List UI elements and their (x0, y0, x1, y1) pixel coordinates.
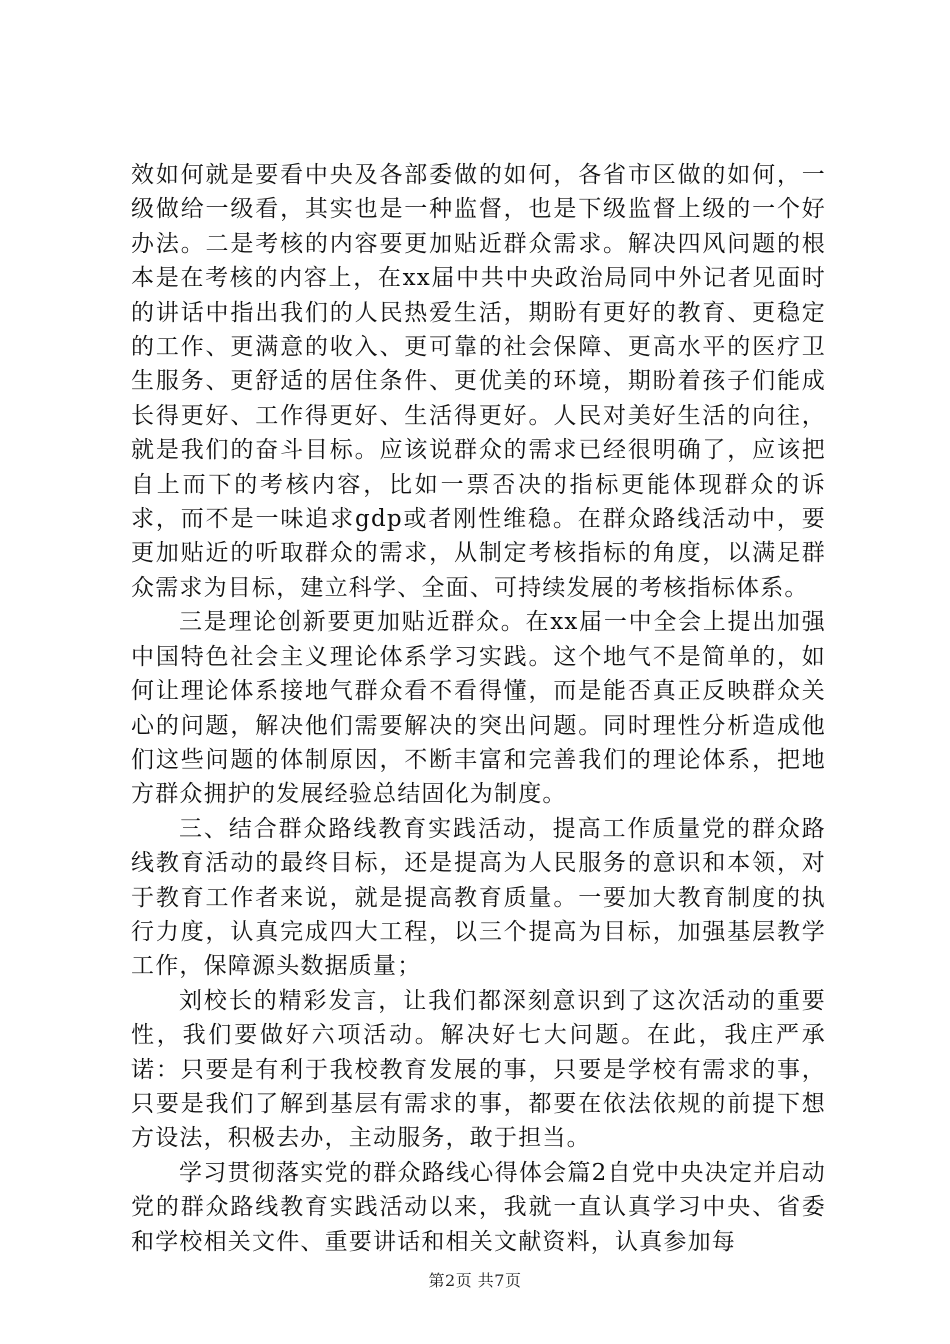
paragraph-3: 三、结合群众路线教育实践活动，提高工作质量党的群众路线教育活动的最终目标，还是提高为人民服务的意识和本领，对于教育工作者来说，就是提高教育质量。一要加大教育制度的执行力度，认真完成四大工程，以三个提高为目标，加强基层教学工作，保障源头数据质量； (131, 815, 826, 980)
document-body (131, 158, 826, 1259)
paragraph-4: 刘校长的精彩发言，让我们都深刻意识到了这次活动的重要性，我们要做好六项活动。解决好七大问题。在此，我庄严承诺：只要是有利于我校教育发展的事，只要是学校有需求的事，只要是我们了解到基层有需求的事，都要在依法依规的前提下想方设法，积极去办，主动服务，敢于担当。 (131, 987, 826, 1152)
paragraph-5: 学习贯彻落实党的群众路线心得体会篇2自党中央决定并启动党的群众路线教育实践活动以来，我就一直认真学习中央、省委和学校相关文件、重要讲话和相关文献资料，认真参加每 (131, 1159, 826, 1255)
page-number-footer: 第2页 共7页 (428, 1271, 522, 1290)
paragraph-2: 三是理论创新要更加贴近群众。在xx届一中全会上提出加强中国特色社会主义理论体系学习实践。这个地气不是简单的，如何让理论体系接地气群众看不看得懂，而是能否真正反映群众关心的问题，解决他们需要解决的突出问题。同时理性分析造成他们这些问题的体制原因，不断丰富和完善我们的理论体系，把地方群众拥护的发展经验总结固化为制度。 (131, 609, 826, 808)
paragraph-1: 效如何就是要看中央及各部委做的如何，各省市区做的如何，一级做给一级看，其实也是一种监督，也是下级监督上级的一个好办法。二是考核的内容要更加贴近群众需求。解决四风问题的根本是在考核的内容上，在xx届中共中央政治局同中外记者见面时的讲话中指出我们的人民热爱生活，期盼有更好的教育、更稳定的工作、更满意的收入、更可靠的社会保障、更高水平的医疗卫生服务、更舒适的居住条件、更优美的环境，期盼着孩子们能成长得更好、工作得更好、生活得更好。人民对美好生活的向往，就是我们的奋斗目标。应该说群众的需求已经很明确了，应该把自上而下的考核内容，比如一票否决的指标更能体现群众的诉求，而不是一味追求gdp或者刚性维稳。在群众路线活动中，要更加贴近的听取群众的需求，从制定考核指标的角度，以满足群众需求为目标，建立科学、全面、可持续发展的考核指标体系。 (131, 162, 826, 601)
